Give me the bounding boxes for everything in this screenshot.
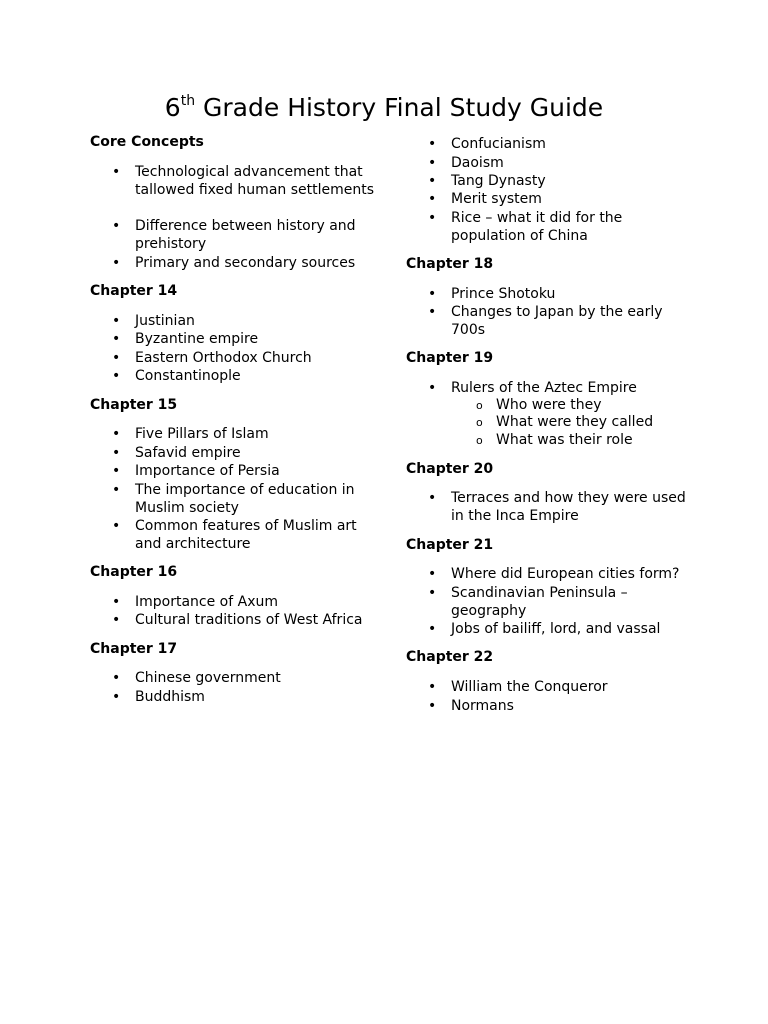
bullet: • — [428, 380, 437, 396]
bullet: • — [112, 426, 121, 442]
bullet: • — [112, 518, 121, 534]
section-heading-chapter-22: Chapter 22 — [406, 649, 494, 665]
bullet: • — [112, 255, 121, 271]
section-heading-chapter-16: Chapter 16 — [90, 564, 178, 580]
title-superscript: th — [180, 93, 196, 109]
section-heading-chapter-14: Chapter 14 — [90, 283, 178, 299]
list-item-text: Importance of Axum — [135, 594, 278, 610]
bullet: • — [428, 621, 437, 637]
section-heading-chapter-19: Chapter 19 — [406, 350, 494, 366]
bullet: • — [112, 350, 121, 366]
bullet: • — [112, 463, 121, 479]
sub-list-item-text: Who were they — [496, 397, 602, 413]
bullet: • — [112, 689, 121, 705]
list-item-text: Scandinavian Peninsula – geography — [451, 585, 628, 620]
list-item-text: Five Pillars of Islam — [135, 426, 269, 442]
bullet: • — [428, 173, 437, 189]
bullet: • — [428, 304, 437, 320]
bullet: • — [428, 585, 437, 601]
sub-list-item-text: What was their role — [496, 432, 633, 448]
bullet: • — [112, 445, 121, 461]
bullet: • — [428, 136, 437, 152]
list-item-text: Importance of Persia — [135, 463, 280, 479]
bullet: • — [428, 210, 437, 226]
bullet: • — [112, 164, 121, 180]
bullet: • — [428, 191, 437, 207]
sub-list-item-text: What were they called — [496, 414, 654, 430]
sub-bullet: o — [476, 416, 483, 429]
section-heading-core-concepts: Core Concepts — [90, 134, 204, 150]
list-item-text: Jobs of bailiff, lord, and vassal — [451, 621, 661, 637]
list-item-text: Changes to Japan by the early 700s — [451, 304, 663, 339]
title-text: Grade History Final Study Guide — [195, 93, 604, 122]
list-item-text: Eastern Orthodox Church — [135, 350, 312, 366]
list-item-text: William the Conqueror — [451, 679, 608, 695]
list-item-text: The importance of education in Muslim society — [135, 482, 355, 517]
list-item-text: Chinese government — [135, 670, 281, 686]
section-heading-chapter-15: Chapter 15 — [90, 397, 178, 413]
bullet: • — [112, 482, 121, 498]
list-item-text: Justinian — [135, 313, 195, 329]
page-title — [0, 90, 768, 126]
bullet: • — [112, 612, 121, 628]
list-item-text: Normans — [451, 698, 514, 714]
bullet: • — [428, 698, 437, 714]
sub-bullet: o — [476, 434, 483, 447]
list-item-text: Constantinople — [135, 368, 241, 384]
list-item-text: Buddhism — [135, 689, 205, 705]
bullet: • — [428, 490, 437, 506]
list-item-text: Byzantine empire — [135, 331, 259, 347]
bullet: • — [428, 566, 437, 582]
list-item-text: Confucianism — [451, 136, 546, 152]
bullet: • — [112, 331, 121, 347]
bullet: • — [428, 679, 437, 695]
list-item-text: Technological advancement that tallowed fixed human settlements — [135, 164, 375, 199]
list-item-text: Tang Dynasty — [451, 173, 546, 189]
list-item-text: Primary and secondary sources — [135, 255, 356, 271]
list-item-text: Daoism — [451, 155, 504, 171]
list-item-text: Common features of Muslim art and architecture — [135, 518, 357, 553]
section-heading-chapter-17: Chapter 17 — [90, 641, 178, 657]
section-heading-chapter-20: Chapter 20 — [406, 461, 494, 477]
list-item-text: Rulers of the Aztec Empire — [451, 380, 637, 396]
title-number: 6 — [164, 93, 181, 122]
list-item-text: Safavid empire — [135, 445, 241, 461]
list-item-text: Where did European cities form? — [451, 566, 680, 582]
bullet: • — [112, 594, 121, 610]
bullet: • — [112, 218, 121, 234]
section-heading-chapter-21: Chapter 21 — [406, 537, 494, 553]
list-item-text: Merit system — [451, 191, 542, 207]
list-item-text: Prince Shotoku — [451, 286, 556, 302]
bullet: • — [428, 286, 437, 302]
bullet: • — [112, 313, 121, 329]
bullet: • — [112, 368, 121, 384]
bullet: • — [112, 670, 121, 686]
sub-bullet: o — [476, 399, 483, 412]
list-item-text: Terraces and how they were used in the Inca Empire — [451, 490, 686, 525]
list-item-text: Rice – what it did for the population of China — [451, 210, 623, 245]
section-heading-chapter-18: Chapter 18 — [406, 256, 494, 272]
list-item-text: Cultural traditions of West Africa — [135, 612, 363, 628]
list-item-text: Difference between history and prehistory — [135, 218, 356, 253]
bullet: • — [428, 155, 437, 171]
